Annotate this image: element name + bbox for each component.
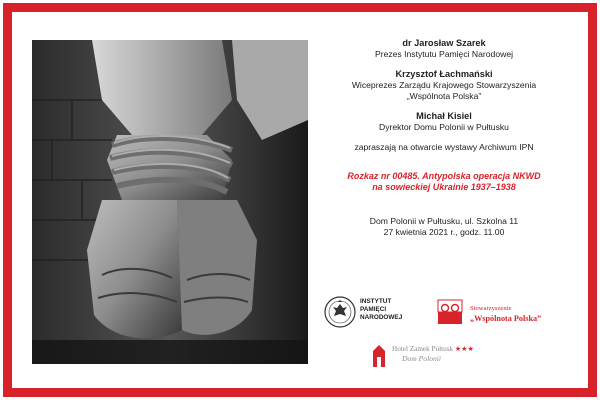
host-role: Dyrektor Domu Polonii w Pułtusku <box>379 122 509 132</box>
host-name: Michał Kisiel <box>416 111 472 121</box>
photo-illustration <box>32 40 308 364</box>
ipn-text-line: NARODOWEJ <box>360 314 403 321</box>
ipn-logo <box>324 294 434 332</box>
invitation-text <box>318 38 570 238</box>
hotel-subtitle: Dom Polonii <box>402 354 442 363</box>
host-role: Wiceprezes Zarządu Krajowego Stowarzyszenia <box>351 80 537 90</box>
ipn-text <box>360 298 402 322</box>
host-block-1 <box>318 38 570 60</box>
wspolnota-emblem-icon <box>436 298 466 328</box>
hotel-text <box>392 345 474 363</box>
exhibition-title-line: na sowieckiej Ukrainie 1937–1938 <box>372 182 516 192</box>
bound-hands-photo <box>32 40 308 364</box>
host-name: Krzysztof Łachmański <box>395 69 493 79</box>
wspolnota-text <box>470 304 541 324</box>
hotel-logo <box>370 343 510 373</box>
hotel-name-line <box>392 345 474 354</box>
partner-logos <box>318 294 570 334</box>
castle-icon <box>370 345 388 367</box>
exhibition-title-line: Rozkaz nr 00485. Antypolska operacja NKWD <box>347 171 541 181</box>
host-block-2 <box>318 69 570 102</box>
venue-info <box>318 216 570 238</box>
wspolnota-line2: „Wspólnota Polska” <box>470 314 542 323</box>
invitation-line: zapraszają na otwarcie wystawy Archiwum IPN <box>354 142 534 152</box>
hotel-stars: ★★★ <box>454 345 474 353</box>
host-block-3 <box>318 111 570 133</box>
eagle-emblem-icon <box>324 296 356 328</box>
host-role: Prezes Instytutu Pamięci Narodowej <box>374 49 514 59</box>
ipn-text-line: PAMIĘCI <box>360 306 387 313</box>
venue-address: Dom Polonii w Pułtusku, ul. Szkolna 11 <box>369 216 519 226</box>
ipn-text-line: INSTYTUT <box>360 298 392 305</box>
hotel-name: Hotel Zamek Pułtusk <box>392 345 454 353</box>
wspolnota-polska-logo <box>436 296 568 332</box>
venue-date: 27 kwietnia 2021 r., godz. 11.00 <box>383 227 505 237</box>
host-name: dr Jarosław Szarek <box>402 38 486 48</box>
host-role: „Wspólnota Polska” <box>406 91 482 101</box>
exhibition-title <box>318 171 570 193</box>
wspolnota-line1: Stowarzyszenie <box>470 305 512 312</box>
